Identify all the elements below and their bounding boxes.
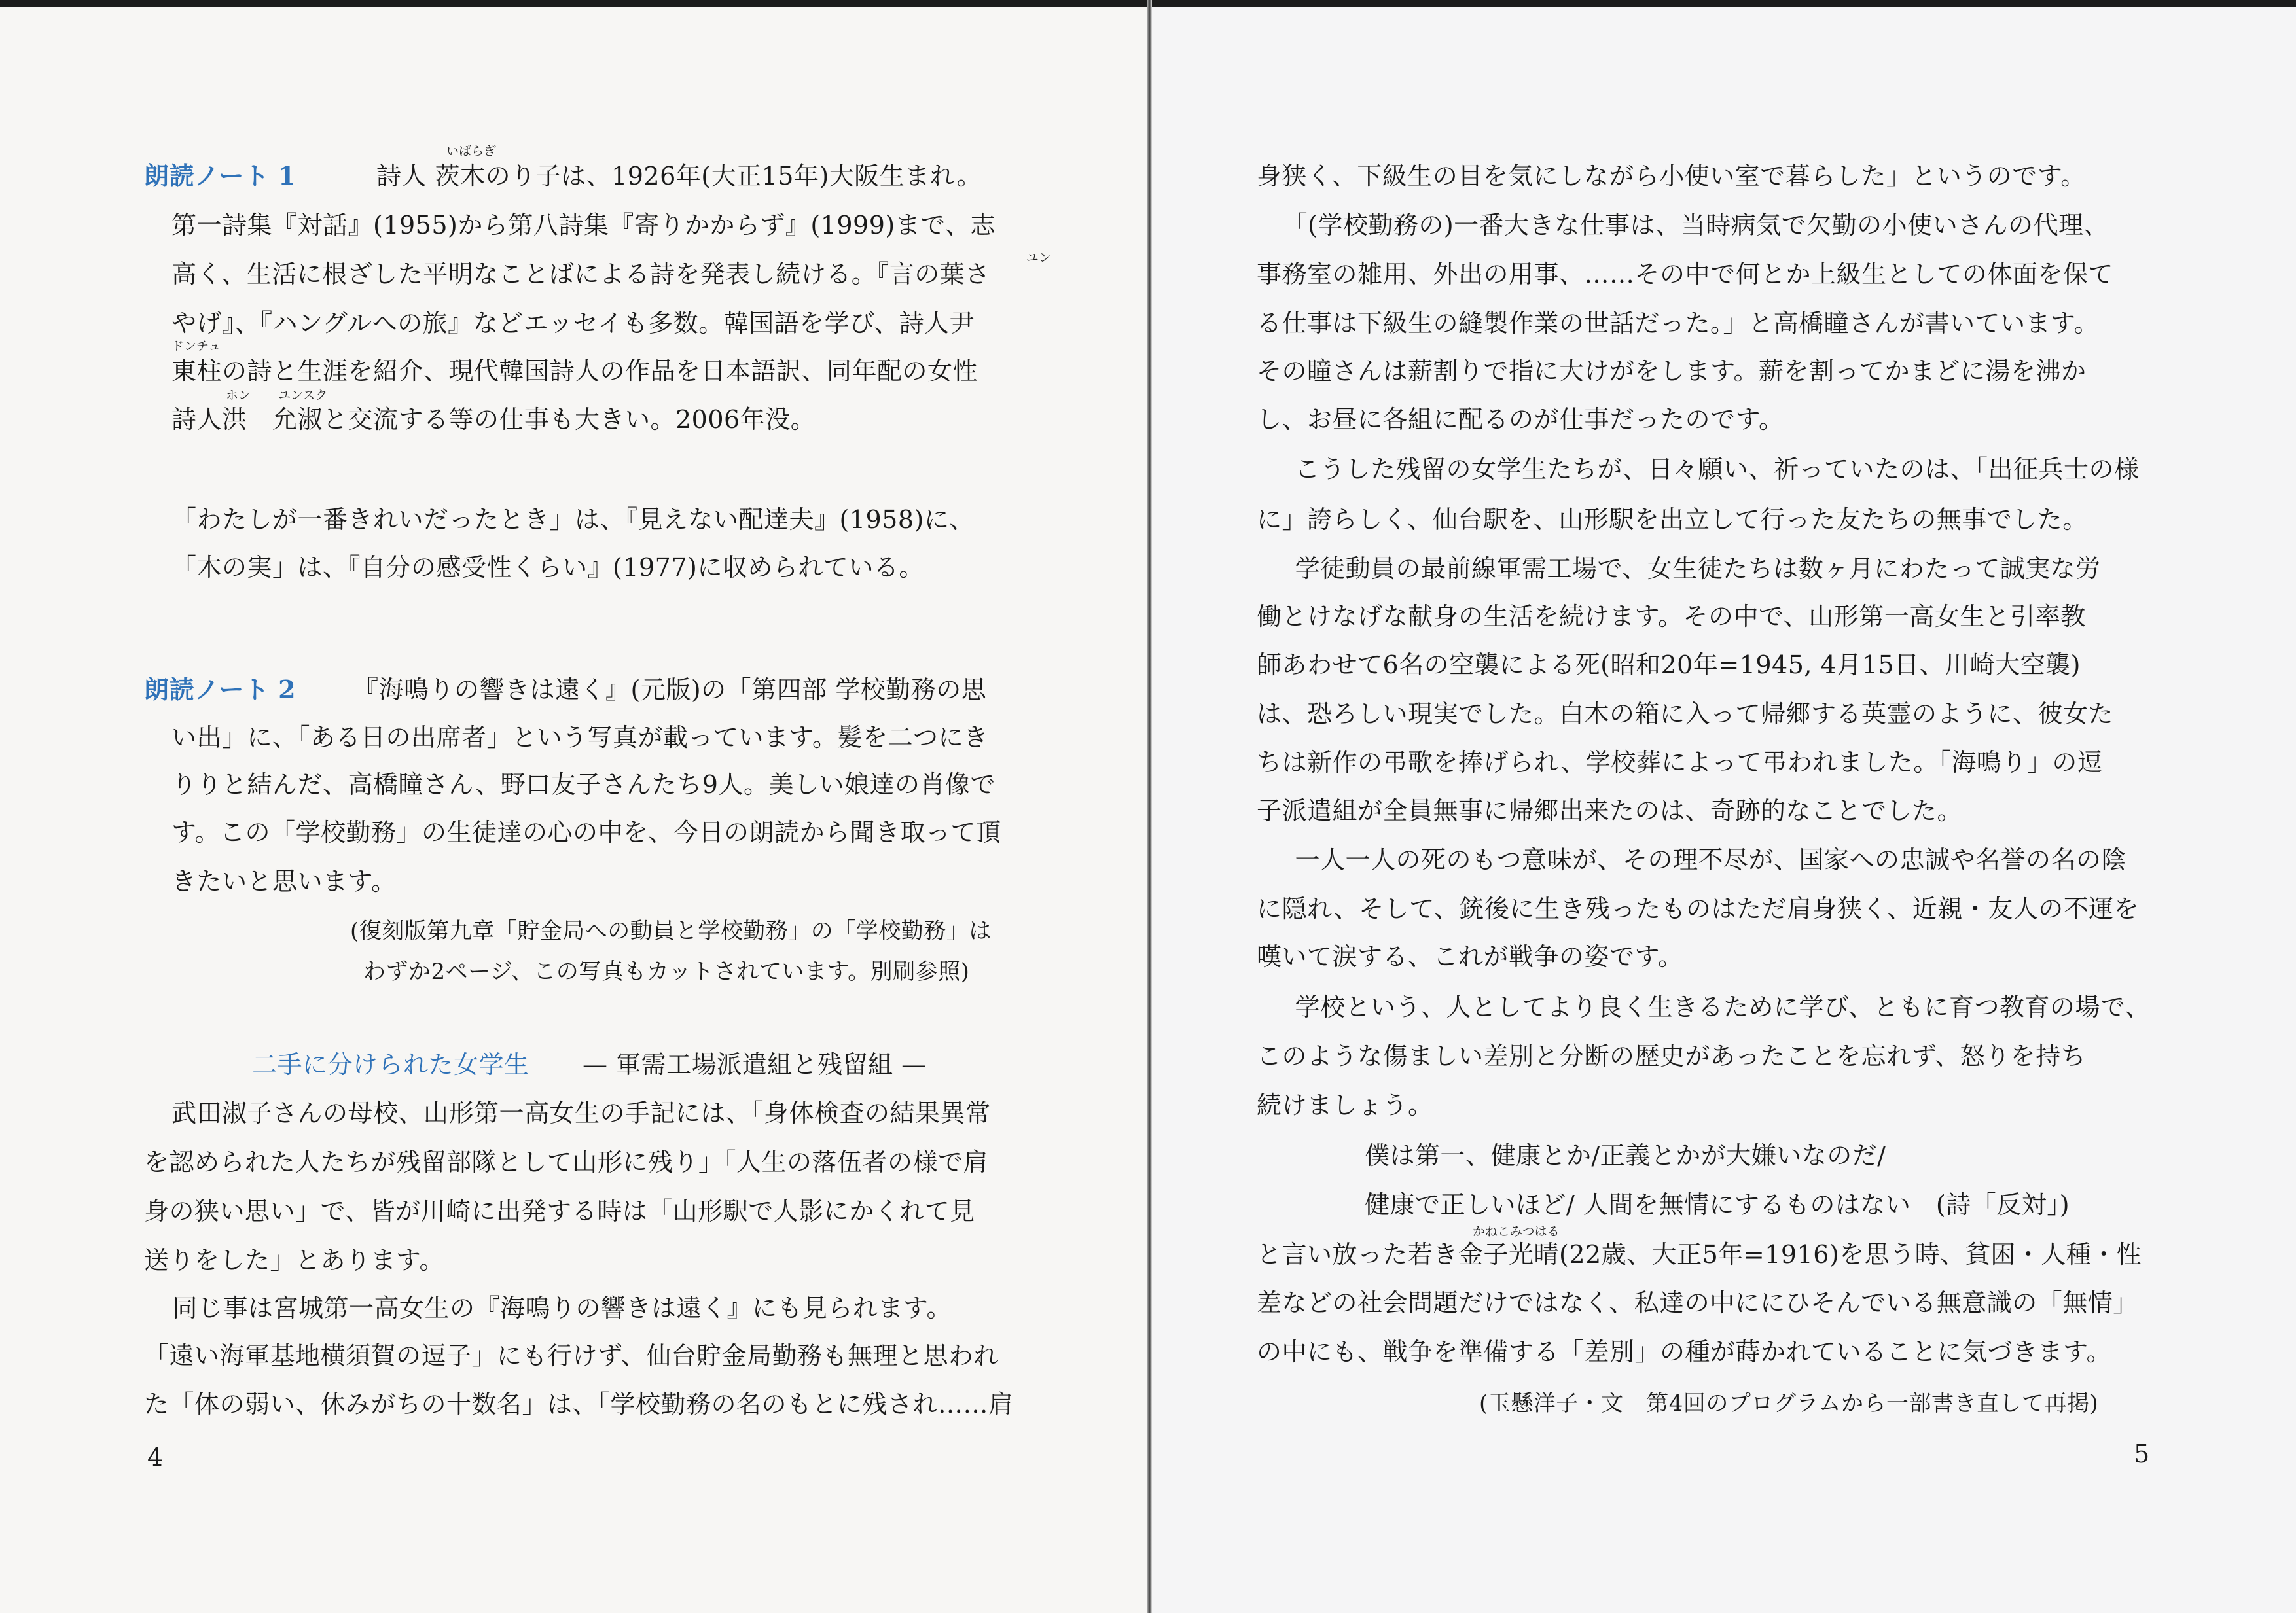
- body-line: 身狭く、下級生の目を気にしながら小使い室で暮らした」というのです。: [1257, 162, 2086, 190]
- section-line: 身の狭い思い」で、皆が川崎に出発する時は「山形駅で人影にかくれて見: [144, 1197, 975, 1226]
- note2-first-line: 『海鳴りの響きは遠く』(元版)の「第四部 学校勤務の思: [353, 675, 987, 704]
- book-gutter: [1147, 0, 1152, 1613]
- body-line: に」誇らしく、仙台駅を、山形駅を出立して行った友たちの無事でした。: [1257, 505, 2088, 534]
- note1-line: やげ』、『ハングルへの旅』などエッセイも多数。韓国語を学び、詩人尹: [171, 309, 975, 338]
- closing-line: と言い放った若き金子光晴(22歳、大正5年=1916)を思う時、貧困・人種・性: [1257, 1240, 2142, 1269]
- body-line: その瞳さんは薪割りで指に大けがをします。薪を割ってかまどに湯を沸か: [1257, 357, 2087, 385]
- page-number-left: 4: [147, 1443, 164, 1472]
- ruby-hon: ホン: [226, 388, 251, 402]
- section-title: 二手に分けられた女学生: [252, 1050, 529, 1079]
- body-line: 事務室の雑用、外出の用事、……その中で何とか上級生としての体面を保て: [1257, 260, 2114, 289]
- body-line: 嘆いて涙する、これが戦争の姿です。: [1257, 942, 1683, 971]
- note2-aside: わずか2ページ、この写真もカットされています。別刷参照): [363, 959, 970, 985]
- note2-aside: (復刻版第九章「貯金局への動員と学校勤務」の「学校勤務」は: [350, 918, 992, 944]
- ruby-yun: ユン: [1026, 251, 1052, 265]
- body-line: このような傷ましい差別と分断の歴史があったことを忘れず、怒りを持ち: [1257, 1042, 2087, 1071]
- poem-source-line: 「わたしが一番きれいだったとき」は、『見えない配達夫』(1958)に、: [171, 505, 975, 534]
- credit: (玉懸洋子・文 第4回のプログラムから一部書き直して再掲): [1479, 1391, 2099, 1417]
- body-line: る仕事は下級生の縫製作業の世話だった。」と高橋瞳さんが書いています。: [1257, 309, 2099, 338]
- body-line: 子派遣組が全員無事に帰郷出来たのは、奇跡的なことでした。: [1257, 796, 1963, 825]
- kaneko-ruby: かねこみつはる: [1473, 1224, 1560, 1239]
- note1-line: 高く、生活に根ざした平明なことばによる詩を発表し続ける。『言の葉さ: [171, 260, 990, 289]
- body-line: 続けましょう。: [1257, 1091, 1433, 1120]
- note2-line: す。この「学校勤務」の生徒達の心の中を、今日の朗読から聞き取って頂: [171, 818, 1001, 847]
- body-line: ちは新作の弔歌を捧げられ、学校葬によって弔われました。「海鳴り」の逗: [1257, 748, 2103, 777]
- right-page: [1152, 7, 2296, 1613]
- closing-line: 差などの社会問題だけではなく、私達の中ににひそんでいる無意識の「無情」: [1257, 1288, 2138, 1317]
- poem-quote-line: 僕は第一、健康とか/正義とかが大嫌いなのだ/: [1365, 1141, 1886, 1170]
- note2-heading: 朗読ノート 2: [144, 675, 296, 704]
- note1-line: 第一詩集『対話』(1955)から第八詩集『寄りかからず』(1999)まで、志: [171, 211, 996, 239]
- ruby-dongju: ドンチュ: [171, 339, 221, 353]
- body-line: に隠れ、そして、銃後に生き残ったものはただ肩身狭く、近親・友人の不運を: [1257, 895, 2140, 923]
- body-line: 働とけなげな献身の生活を続けます。その中で、山形第一高女生と引率教: [1257, 602, 2086, 631]
- note1-first-line: 詩人 茨木のり子は、1926年(大正15年)大阪生まれ。: [376, 162, 982, 190]
- section-line: 送りをした」とあります。: [144, 1246, 444, 1275]
- left-page: [0, 7, 1147, 1613]
- page-number-right: 5: [2134, 1440, 2150, 1468]
- note1-line: 東柱の詩と生涯を紹介、現代韓国詩人の作品を日本語訳、同年配の女性: [171, 357, 978, 385]
- body-line: こうした残留の女学生たちが、日々願い、祈っていたのは、「出征兵士の様: [1270, 455, 2140, 484]
- note1-line: 詩人洪 允淑と交流する等の仕事も大きい。2006年没。: [171, 405, 816, 434]
- section-line: 同じ事は宮城第一高女生の『海鳴りの響きは遠く』にも見られます。: [147, 1294, 952, 1322]
- body-line: し、お昼に各組に配るのが仕事だったのです。: [1257, 405, 1784, 434]
- note2-line: い出」に、「ある日の出席者」という写真が載っています。髪を二つにき: [171, 723, 989, 752]
- section-line: を認められた人たちが残留部隊として山形に残り」「人生の落伍者の様で肩: [144, 1148, 989, 1177]
- body-line: 学校という、人としてより良く生きるために学び、ともに育つ教育の場で、: [1270, 993, 2151, 1021]
- section-line: 「遠い海軍基地横須賀の逗子」にも行けず、仙台貯金局勤務も無理と思われ: [144, 1341, 999, 1370]
- poem-quote-line: 健康で正しいほど/ 人間を無情にするものはない (詩「反対」): [1365, 1190, 2070, 1219]
- ruby-yunsuku: ユンスク: [278, 388, 328, 402]
- body-line: 「(学校勤務の)一番大きな仕事は、当時病気で欠勤の小使いさんの代理、: [1270, 211, 2109, 239]
- note2-line: りりと結んだ、高橋瞳さん、野口友子さんたち9人。美しい娘達の肖像で: [171, 770, 996, 799]
- poem-source-line: 「木の実」は、『自分の感受性くらい』(1977)に収められている。: [171, 553, 924, 582]
- note1-name-ruby: いばらぎ: [446, 144, 497, 158]
- closing-line: の中にも、戦争を準備する「差別」の種が蒔かれていることに気づきます。: [1257, 1338, 2111, 1366]
- note2-line: きたいと思います。: [171, 867, 397, 896]
- body-line: 一人一人の死のもつ意味が、その理不尽が、国家への忠誠や名誉の名の陰: [1270, 845, 2127, 874]
- section-line: 武田淑子さんの母校、山形第一高女生の手記には、「身体検査の結果異常: [171, 1099, 991, 1127]
- body-line: 学徒動員の最前線軍需工場で、女生徒たちは数ヶ月にわたって誠実な労: [1270, 554, 2101, 583]
- section-subtitle: — 軍需工場派遣組と残留組 —: [583, 1050, 927, 1079]
- note1-heading: 朗読ノート 1: [144, 161, 296, 190]
- body-line: 師あわせて6名の空襲による死(昭和20年=1945, 4月15日、川崎大空襲): [1257, 650, 2081, 679]
- body-line: は、恐ろしい現実でした。白木の箱に入って帰郷する英霊のように、彼女た: [1257, 700, 2114, 728]
- section-line: た「体の弱い、休みがちの十数名」は、「学校勤務の名のもとに残され……肩: [144, 1390, 1014, 1419]
